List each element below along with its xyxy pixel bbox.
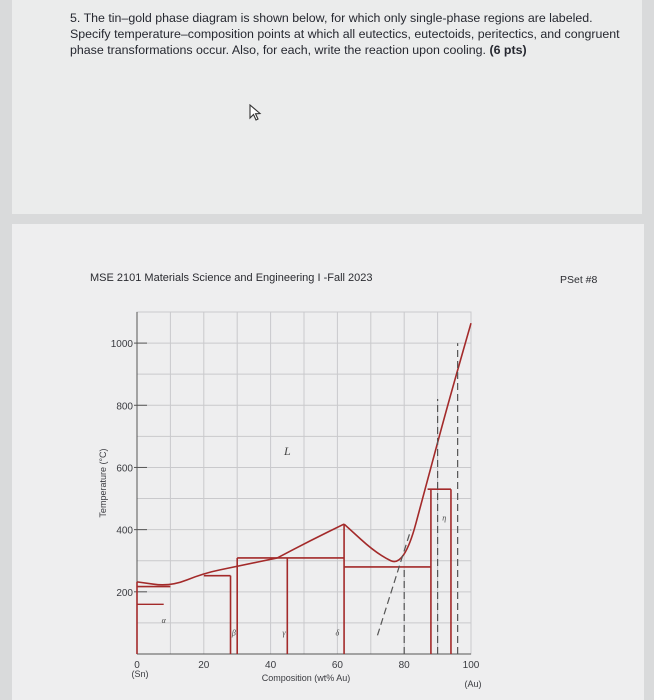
liquidus-left-curve	[137, 558, 277, 585]
phase-region-label: γ	[282, 628, 286, 638]
y-axis-title: Temperature (°C)	[98, 448, 108, 518]
x-tick-label: 0	[134, 660, 140, 671]
x-tick-label: 80	[398, 660, 410, 671]
x-tick-label: 20	[198, 660, 210, 671]
x-axis-title: Composition (wt% Au)	[261, 673, 351, 683]
phase-region-label: δ	[335, 628, 340, 638]
y-tick-label: 600	[116, 463, 133, 475]
phase-region-label: L	[283, 444, 291, 459]
y-tick-label: 400	[116, 525, 133, 537]
axis-labels	[98, 448, 482, 689]
pset-label: PSet #8	[560, 274, 598, 286]
question-number: 5.	[70, 11, 81, 25]
y-tick-label: 200	[116, 587, 133, 599]
question-body: The tin–gold phase diagram is shown below, for which only single-phase regions are labeled. Specify temperature–composition points at which all eutectics, eutectoids, peritectics, and congruent phase transformations occur. Also, for each, write the reaction upon cooling.	[70, 11, 620, 57]
phase-region-label: η	[442, 513, 447, 523]
x-tick-label: 100	[462, 660, 480, 671]
x-tick-label: 40	[265, 660, 277, 671]
phase-region-label: β	[231, 628, 236, 638]
liquidus-right-curve	[344, 323, 471, 561]
y-tick-label: 800	[116, 401, 133, 413]
liquidus-mid-curve	[277, 524, 344, 558]
x-right-end-label: (Au)	[464, 679, 482, 689]
y-tick-label: 1000	[110, 339, 133, 351]
question-points: (6 pts)	[489, 43, 527, 57]
course-header: MSE 2101 Materials Science and Engineering I -Fall 2023	[90, 272, 373, 284]
dashed-guide-line	[377, 530, 410, 636]
phase-region-label: α	[161, 615, 166, 625]
grid-lines	[137, 312, 471, 654]
x-tick-label: 60	[331, 660, 343, 671]
x-left-end-label: (Sn)	[131, 669, 149, 679]
